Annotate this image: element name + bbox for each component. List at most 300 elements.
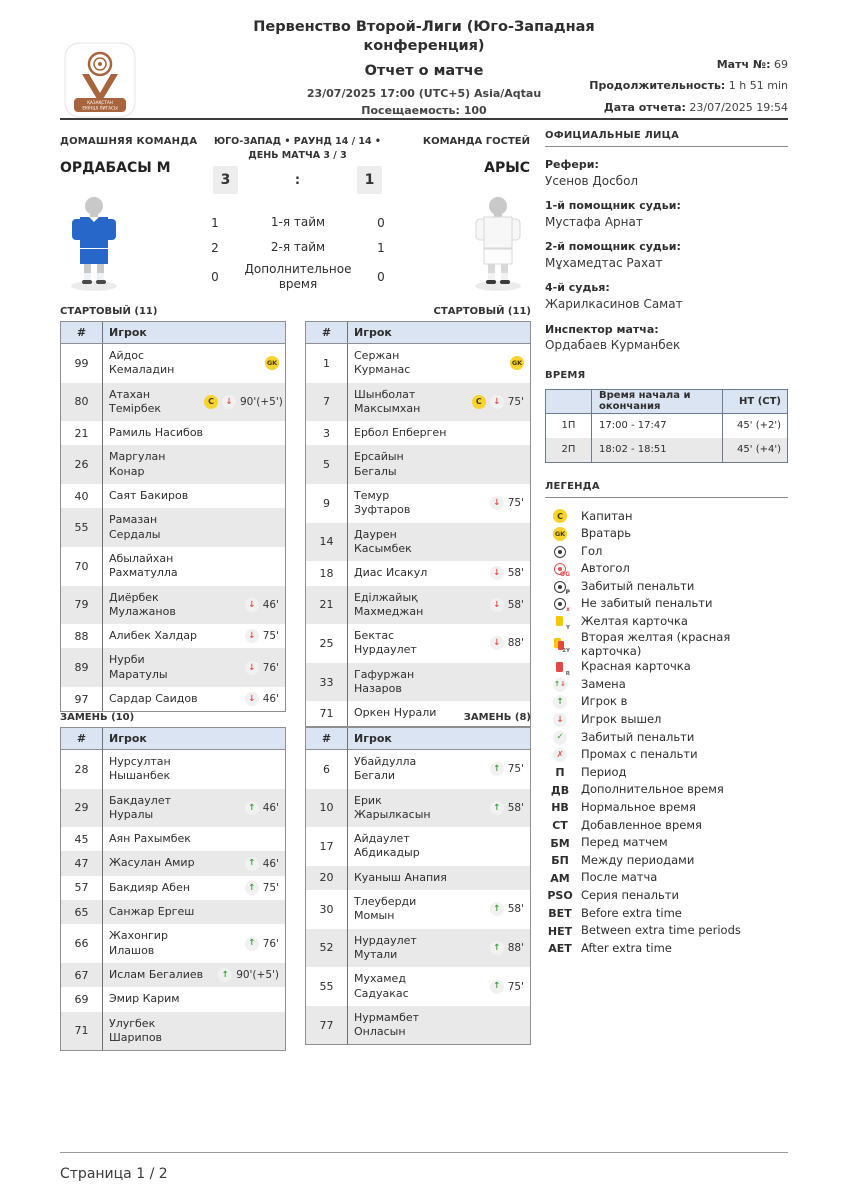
legend-label: Забитый пенальти: [581, 578, 695, 593]
player-number: 14: [306, 523, 348, 562]
legend-label: Капитан: [581, 508, 633, 523]
player-row: [61, 547, 285, 586]
player-name: Шынболат Максымхан: [354, 387, 421, 415]
lineup-header-row: [306, 322, 530, 344]
player-row: [61, 648, 285, 687]
player-badges: [245, 692, 279, 706]
player-number: 29: [61, 789, 103, 828]
legend-item: [545, 817, 788, 835]
player-cell: [103, 383, 289, 422]
player-badges: [490, 941, 524, 955]
player-cell: [103, 750, 285, 789]
legend-label: Between extra time periods: [581, 923, 741, 938]
player-row: [61, 586, 285, 625]
col-number-header: #: [306, 728, 348, 749]
player-row: [306, 789, 530, 828]
player-cell: [103, 827, 285, 851]
player-cell: [103, 421, 285, 445]
player-cell: [348, 445, 530, 484]
player-number: 26: [61, 445, 103, 484]
col-number-header: #: [61, 322, 103, 343]
legend-abbr: ДВ: [550, 783, 570, 797]
legend-item: [545, 852, 788, 870]
player-row: [61, 344, 285, 383]
period-row: [198, 260, 398, 294]
player-row: [306, 967, 530, 1006]
home-score: 3: [213, 166, 238, 194]
legend-label: Вратарь: [581, 526, 632, 541]
player-row: [306, 890, 530, 929]
player-badges: [218, 968, 279, 982]
event-minute: 58': [507, 598, 524, 611]
player-cell: [348, 383, 530, 422]
player-badges: [472, 395, 524, 409]
col-number-header: #: [61, 728, 103, 749]
player-name: Саят Бакиров: [109, 489, 189, 503]
player-row: [306, 561, 530, 585]
legend-item: [545, 799, 788, 817]
sidebar: [545, 130, 788, 957]
player-cell: [103, 987, 285, 1011]
col-player-header: Игрок: [109, 732, 147, 745]
player-cell: [103, 445, 285, 484]
time-range: 17:00 - 17:47: [592, 414, 723, 438]
legend-item: [545, 560, 788, 578]
player-cell: [103, 851, 285, 875]
player-name: Оркен Нурали: [354, 706, 437, 720]
player-name: Атахан Темірбек: [109, 387, 162, 415]
event-minute: 46': [262, 598, 279, 611]
legend-item: [545, 658, 788, 676]
player-number: 47: [61, 851, 103, 875]
away-starting-title: СТАРТОВЫЙ (11): [433, 306, 531, 317]
player-cell: [348, 561, 530, 585]
penalty-scored-ball-icon: P: [554, 581, 566, 593]
player-row: [306, 866, 530, 890]
attendance: Посещаемость: 100: [361, 103, 487, 117]
sub-out-icon: ↓: [245, 692, 259, 706]
player-name: Ерик Жарылкасын: [354, 793, 431, 821]
player-badges: [245, 801, 279, 815]
official-role: 4-й судья:: [545, 281, 610, 295]
sub-out-icon: ↓: [222, 395, 236, 409]
player-row: [61, 827, 285, 851]
match-number: Матч №: 69: [716, 58, 788, 71]
player-number: 30: [306, 890, 348, 929]
player-badges: [490, 801, 524, 815]
player-name: Еділжайық Махмеджан: [354, 590, 424, 618]
time-row: [546, 414, 787, 438]
sub-in-icon: ↑: [553, 695, 567, 709]
legend-icon-slot: [545, 598, 575, 614]
player-row: [306, 484, 530, 523]
player-row: [61, 900, 285, 924]
period-scores: [198, 210, 398, 294]
player-number: 17: [306, 827, 348, 866]
yellow-card-icon: Y: [553, 615, 567, 628]
player-cell: [103, 900, 285, 924]
legend-label: Не забитый пенальти: [581, 596, 713, 611]
time-period: 2П: [546, 438, 592, 462]
player-number: 9: [306, 484, 348, 523]
player-cell: [103, 484, 285, 508]
penalty-x-icon: ✗: [553, 748, 567, 762]
time-col-ht: HT (CT): [739, 395, 781, 407]
player-name: Сардар Саидов: [109, 692, 198, 706]
legend-icon-slot: [545, 581, 575, 596]
period-label: Дополнительное время: [244, 262, 352, 291]
period-home-score: 1: [211, 215, 219, 230]
legend-abbr: П: [555, 766, 565, 780]
captain-icon: C: [472, 395, 486, 409]
player-row: [306, 383, 530, 422]
sub-out-icon: ↓: [553, 713, 567, 727]
legend-label: Добавленное время: [581, 817, 702, 832]
player-name: Жасулан Амир: [109, 856, 195, 870]
time-title: ВРЕМЯ: [545, 369, 586, 381]
player-name: Нурсултан Нышанбек: [109, 755, 171, 783]
official-name: Ордабаев Курманбек: [545, 338, 681, 353]
player-badges: [245, 857, 279, 871]
legend-label: Игрок в: [581, 694, 628, 709]
player-row: [61, 963, 285, 987]
legend-item: [545, 525, 788, 543]
legend-label: After extra time: [581, 940, 672, 955]
sub-in-icon: ↑: [218, 968, 232, 982]
officials-list: [545, 157, 788, 354]
home-team-name: ОРДАБАСЫ М: [60, 160, 171, 176]
player-number: 5: [306, 445, 348, 484]
player-name: Айдаулет Абдикадыр: [354, 832, 420, 860]
player-row: [61, 987, 285, 1011]
period-home-score: 0: [211, 270, 219, 284]
player-row: [306, 663, 530, 702]
legend-label: Нормальное время: [581, 800, 696, 815]
event-minute: 90'(+5'): [240, 395, 283, 408]
penalty-check-icon: ✓: [553, 731, 567, 745]
officials-title: ОФИЦИАЛЬНЫЕ ЛИЦА: [545, 130, 788, 147]
player-name: Нурдаулет Мутали: [354, 933, 417, 961]
event-minute: 58': [507, 801, 524, 814]
player-cell: [103, 924, 285, 963]
player-cell: [103, 344, 285, 383]
legend-section: [545, 481, 788, 958]
player-badges: [245, 661, 279, 675]
player-name: Санжар Ергеш: [109, 905, 195, 919]
event-minute: 46': [262, 857, 279, 870]
legend-label: Перед матчем: [581, 835, 668, 850]
player-badges: [245, 937, 279, 951]
event-minute: 76': [262, 661, 279, 674]
period-row: [198, 210, 398, 235]
player-name: Даурен Касымбек: [354, 527, 412, 555]
player-number: 66: [61, 924, 103, 963]
player-row: [306, 624, 530, 663]
official-name: Усенов Досбол: [545, 173, 639, 188]
goal-icon: [554, 546, 566, 558]
legend-item: [545, 711, 788, 729]
col-number-header: #: [306, 322, 348, 343]
player-row: [61, 750, 285, 789]
captain-icon: C: [553, 509, 567, 523]
player-row: [61, 687, 285, 711]
logo-text-line2: ЕКІНШІ ЛИГАСЫ: [82, 105, 118, 111]
player-badges: [265, 356, 279, 370]
header-meta: [589, 54, 788, 118]
player-name: Улугбек Шарипов: [109, 1016, 163, 1044]
official-entry: [545, 280, 788, 312]
sub-out-icon: ↓: [245, 661, 259, 675]
player-name: Нурмамбет Онласын: [354, 1010, 420, 1039]
legend-icon-slot: [545, 615, 575, 632]
player-name: Бакдияр Абен: [109, 880, 191, 894]
col-player-header: Игрок: [354, 326, 392, 339]
legend-item: [545, 905, 788, 923]
time-section: [545, 370, 788, 463]
player-number: 88: [61, 624, 103, 648]
player-number: 55: [306, 967, 348, 1006]
match-duration: Продолжительность: 1 h 51 min: [589, 79, 788, 93]
period-away-score: 0: [377, 270, 385, 284]
event-minute: 75': [507, 395, 524, 408]
legend-label: Автогол: [581, 561, 630, 576]
logo-text-line1: ҚАЗАҚСТАН: [87, 100, 113, 105]
away-score: 1: [357, 166, 382, 194]
period-label: 1-я тайм: [270, 215, 326, 229]
legend-abbr: HET: [547, 924, 573, 938]
own-goal-icon: OG: [554, 563, 566, 575]
player-cell: [103, 508, 285, 547]
legend-icon-slot: [545, 563, 575, 579]
player-number: 45: [61, 827, 103, 851]
sub-out-icon: ↓: [490, 636, 504, 650]
player-badges: [245, 629, 279, 643]
player-row: [61, 445, 285, 484]
player-number: 80: [61, 383, 103, 422]
score-separator: :: [294, 172, 301, 188]
player-cell: [103, 687, 285, 711]
sub-in-icon: ↑: [245, 801, 259, 815]
time-col-times: Время начала и окончания: [592, 390, 723, 413]
legend-label: Дополнительное время: [581, 782, 724, 797]
player-name: Убайдулла Бегали: [354, 755, 417, 783]
sub-in-icon: ↑: [490, 941, 504, 955]
player-row: [61, 1012, 285, 1051]
player-cell: [348, 624, 530, 663]
player-name: Алибек Халдар: [109, 629, 198, 643]
away-subs-table: [305, 727, 531, 1045]
legend-item: [545, 543, 788, 561]
league-logo: [64, 42, 136, 118]
sub-in-icon: ↑: [245, 881, 259, 895]
event-minute: 46': [262, 801, 279, 814]
event-minute: 46': [262, 693, 279, 706]
substitution-icon: ↑ ↓: [553, 678, 567, 692]
player-badges: [490, 762, 524, 776]
legend-label: Замена: [581, 676, 626, 691]
legend-label: Желтая карточка: [581, 614, 688, 629]
legend-icon-slot: [545, 678, 575, 692]
legend-item: [545, 596, 788, 614]
captain-icon: C: [204, 395, 218, 409]
player-row: [306, 929, 530, 968]
legend-abbr: PSO: [547, 889, 573, 903]
legend-label: Серия пенальти: [581, 887, 679, 902]
legend-item: [545, 922, 788, 940]
player-number: 40: [61, 484, 103, 508]
event-minute: 88': [507, 941, 524, 954]
official-role: 2-й помощник судьи:: [545, 240, 681, 254]
legend-item: [545, 613, 788, 631]
player-name: Гафуржан Назаров: [354, 667, 415, 696]
event-minute: 90'(+5'): [236, 969, 279, 982]
official-entry: [545, 239, 788, 271]
player-name: Жахонгир Илашов: [109, 929, 168, 957]
player-cell: [103, 624, 285, 648]
competition-title: Первенство Второй-Лиги (Юго-Западная конференция): [253, 19, 595, 54]
player-number: 28: [61, 750, 103, 789]
player-cell: [348, 523, 530, 562]
legend-abbr: АМ: [550, 871, 570, 885]
time-table: [545, 389, 788, 463]
player-row: [61, 924, 285, 963]
official-entry: [545, 322, 788, 354]
player-name: Ислам Бегалиев: [109, 967, 204, 981]
stage-info: ЮГО-ЗАПАД • РАУНД 14 / 14 • ДЕНЬ МАТЧА 3 / 3: [213, 136, 382, 161]
player-name: Рамиль Насибов: [109, 426, 204, 440]
player-number: 79: [61, 586, 103, 625]
period-away-score: 0: [377, 215, 385, 230]
player-row: [306, 1006, 530, 1045]
player-number: 20: [306, 866, 348, 890]
time-period: 1П: [546, 414, 592, 438]
player-number: 3: [306, 421, 348, 445]
player-cell: [348, 421, 530, 445]
sub-out-icon: ↓: [245, 629, 259, 643]
legend-title: ЛЕГЕНДА: [545, 481, 788, 498]
event-minute: 75': [507, 980, 524, 993]
player-cell: [103, 547, 285, 586]
player-cell: [348, 663, 530, 702]
player-number: 25: [306, 624, 348, 663]
player-cell: [348, 484, 530, 523]
away-starting-table: [305, 321, 531, 727]
player-row: [306, 523, 530, 562]
home-substitutes: [60, 712, 286, 1051]
legend-icon-slot: [545, 748, 575, 762]
legend-label: Промах с пенальти: [581, 747, 698, 762]
player-cell: [103, 586, 285, 625]
player-name: Бакдаулет Нуралы: [109, 793, 171, 821]
legend-label: Красная карточка: [581, 659, 691, 674]
sub-in-icon: ↑: [490, 980, 504, 994]
event-minute: 75': [507, 763, 524, 776]
sub-in-icon: ↑: [245, 857, 259, 871]
time-table-header: [546, 390, 787, 414]
player-name: Ерсайын Бегалы: [354, 450, 404, 478]
time-col-period: [546, 390, 592, 413]
player-number: 10: [306, 789, 348, 828]
legend-icon-slot: [545, 713, 575, 727]
player-cell: [103, 876, 285, 900]
home-kit-figure: [60, 193, 128, 293]
event-minute: 75': [262, 630, 279, 643]
legend-label: После матча: [581, 870, 658, 885]
player-badges: [490, 902, 524, 916]
player-number: 97: [61, 687, 103, 711]
player-name: Сержан Курманас: [354, 349, 411, 377]
player-cell: [103, 963, 285, 987]
player-row: [61, 421, 285, 445]
sub-out-icon: ↓: [245, 598, 259, 612]
legend-label: Забитый пенальти: [581, 729, 695, 744]
goalkeeper-icon: GK: [553, 527, 567, 541]
player-cell: [348, 967, 530, 1006]
legend-label: Игрок вышел: [581, 712, 662, 727]
official-name: Жарилкасинов Самат: [545, 297, 683, 312]
event-minute: 75': [507, 497, 524, 510]
away-subs-title: ЗАМЕНЬ (8): [463, 712, 531, 723]
player-name: Мухамед Садуакас: [354, 972, 409, 1000]
sub-out-icon: ↓: [490, 395, 504, 409]
period-label: 2-я тайм: [270, 240, 326, 254]
legend-icon-slot: [545, 546, 575, 558]
away-substitutes: [305, 712, 531, 1045]
player-number: 57: [61, 876, 103, 900]
player-number: 1: [306, 344, 348, 383]
player-number: 21: [61, 421, 103, 445]
time-range: 18:02 - 18:51: [592, 438, 723, 462]
player-cell: [348, 789, 530, 828]
player-row: [306, 445, 530, 484]
player-badges: [245, 598, 279, 612]
player-row: [61, 789, 285, 828]
away-kit-figure: [464, 193, 532, 293]
player-number: 77: [306, 1006, 348, 1045]
second-yellow-card-icon: 2Y: [553, 638, 567, 651]
away-team-label: КОМАНДА ГОСТЕЙ: [422, 136, 530, 147]
player-number: 71: [61, 1012, 103, 1051]
event-minute: 75': [262, 881, 279, 894]
player-name: Бектас Нурдаулет: [354, 629, 417, 657]
official-role: Инспектор матча:: [545, 322, 659, 336]
period-home-score: 2: [211, 240, 219, 255]
player-row: [61, 383, 285, 422]
legend-icon-slot: [545, 509, 575, 523]
official-name: Мұхамедтас Рахат: [545, 256, 663, 271]
report-date: Дата отчета: 23/07/2025 19:54: [603, 100, 788, 114]
player-cell: [348, 827, 530, 866]
player-cell: [103, 648, 285, 687]
player-cell: [348, 929, 530, 968]
red-card-icon: R: [553, 661, 567, 674]
player-cell: [348, 344, 530, 383]
sub-out-icon: ↓: [490, 598, 504, 612]
player-badges: [245, 881, 279, 895]
final-score: [205, 166, 390, 194]
player-row: [61, 851, 285, 875]
legend-item: [545, 746, 788, 764]
player-name: Айдос Кемаладин: [109, 349, 175, 377]
legend-icon-slot: [545, 661, 575, 677]
legend-abbr: AET: [548, 942, 572, 956]
player-badges: [490, 598, 524, 612]
legend-item: [545, 782, 788, 800]
player-cell: [103, 1012, 285, 1051]
official-name: Мустафа Арнат: [545, 215, 643, 230]
lineup-header-row: [61, 728, 285, 750]
legend-item: [545, 729, 788, 747]
